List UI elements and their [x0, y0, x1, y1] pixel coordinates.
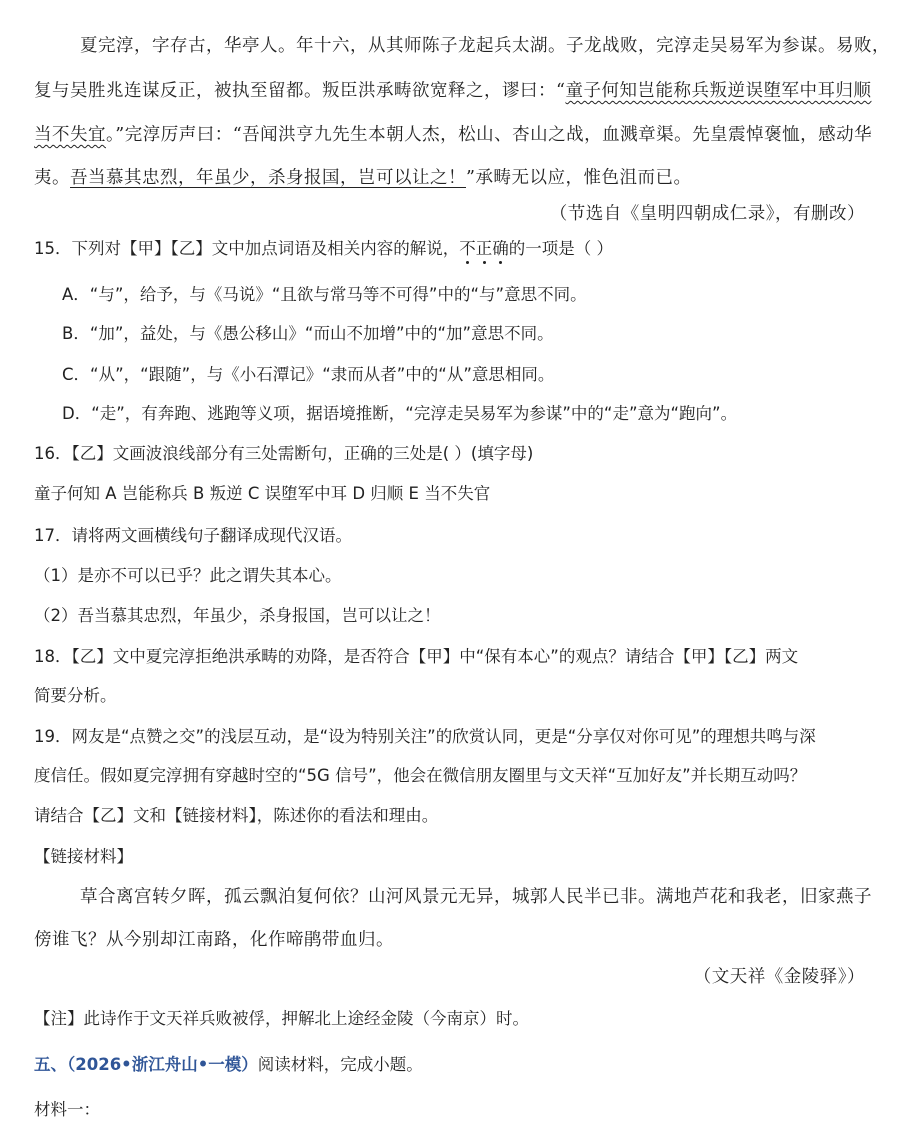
question-16-text: 童子何知 A 岂能称兵 B 叛逆 C 误堕军中耳 D 归顺 E 当不失官 [34, 484, 491, 503]
question-15-option-a: A．“与”，给予，与《马说》“且欲与常马等不可得”中的“与”意思不同。 [62, 285, 587, 304]
question-19-line-2: 度信任。假如夏完淳拥有穿越时空的“5G 信号”，他会在微信朋友圈里与文天祥“互加好友”并长期互动吗？ [34, 766, 807, 785]
wavy-underlined-text: 当不失宜 [34, 125, 106, 145]
stem-text: 15．下列对【甲】【乙】文中加点词语及相关内容的解说， [34, 239, 460, 258]
passage-line-1: 夏完淳，字存古，华亭人。年十六，从其师陈子龙起兵太湖。子龙战败，完淳走吴易军为参谋。易败， [80, 36, 890, 56]
link-poem-line-2: 傍谁飞？从今别却江南路，化作啼鹃带血归。 [34, 930, 394, 950]
emphasis-dot-char: 确 [492, 239, 509, 258]
question-19-line-3: 请结合【乙】文和【链接材料】，陈述你的看法和理由。 [34, 806, 439, 825]
passage-text: ”承畴无以应，惟色沮而已。 [466, 168, 692, 188]
question-19-line-1: 19．网友是“点赞之交”的浅层互动，是“设为特别关注”的欣赏认同，更是“分享仅对你可见”的理想共鸣与深 [34, 727, 816, 746]
passage-source: （节选自《皇明四朝成仁录》，有删改） [549, 204, 865, 224]
wavy-underlined-text: 童子何知岂能称兵叛逆误堕军中耳归顺 [565, 81, 872, 101]
passage-text: 复与吴胜兆连谋反正，被执至留都。叛臣洪承畴欲宽释之，谬曰：“ [34, 81, 566, 101]
question-17-sentence-1: （1）是亦不可以已乎？此之谓失其本心。 [34, 566, 342, 585]
question-17-sentence-2: （2）吾当慕其忠烈，年虽少，杀身报国，岂可以让之！ [34, 606, 441, 625]
question-15-stem [34, 237, 875, 261]
question-18-line-2: 简要分析。 [34, 686, 117, 705]
passage-text: 夷。 [34, 168, 70, 188]
underlined-sentence: 吾当慕其忠烈，年虽少，杀身报国，岂可以让之！ [70, 168, 466, 188]
section-number: 五、 [34, 1055, 67, 1074]
question-18-line-1: 18．【乙】文中夏完淳拒绝洪承畴的劝降，是否符合【甲】中“保有本心”的观点？请结合【甲】【乙】两文 [34, 647, 799, 666]
question-17-stem: 17．请将两文画横线句子翻译成现代汉语。 [34, 526, 352, 545]
passage-line-4 [34, 166, 875, 190]
stem-text: 的一项是（ ） [508, 239, 613, 258]
passage-line-2 [34, 79, 875, 103]
passage-line-3 [34, 123, 875, 147]
section-5-heading [34, 1053, 875, 1077]
question-15-option-b: B．“加”，益处，与《愚公移山》“而山不加增”中的“加”意思不同。 [62, 324, 554, 343]
passage-text: 。”完淳厉声曰：“吾闻洪亨九先生本朝人杰，松山、杏山之战，血溅章渠。先皇震悼褒恤，感动华 [106, 125, 873, 145]
section-source-tag: （2026•浙江舟山•一模） [67, 1055, 258, 1074]
material-one-label: 材料一： [34, 1100, 100, 1119]
link-poem-line-1: 草合离宫转夕晖，孤云飘泊复何依？山河风景元无异，城郭人民半已非。满地芦花和我老，旧家燕子 [80, 887, 872, 907]
question-15-option-d: D．“走”，有奔跑、逃跑等义项，据语境推断，“完淳走吴易军为参谋”中的“走”意为“跑向”。 [62, 404, 738, 423]
emphasis-dot-char: 正 [475, 239, 493, 258]
question-16-stem: 16．【乙】文画波浪线部分有三处需断句，正确的三处是( ）(填字母) [34, 444, 534, 463]
link-material-heading: 【链接材料】 [34, 847, 133, 866]
link-source: （文天祥《金陵驿》） [693, 967, 865, 987]
link-note: 【注】此诗作于文天祥兵败被俘，押解北上途经金陵（今南京）时。 [34, 1009, 529, 1028]
emphasis-dot-char: 不 [459, 239, 476, 258]
section-instruction: 阅读材料，完成小题。 [257, 1055, 423, 1074]
question-15-option-c: C．“从”，“跟随”，与《小石潭记》“隶而从者”中的“从”意思相同。 [62, 365, 555, 384]
